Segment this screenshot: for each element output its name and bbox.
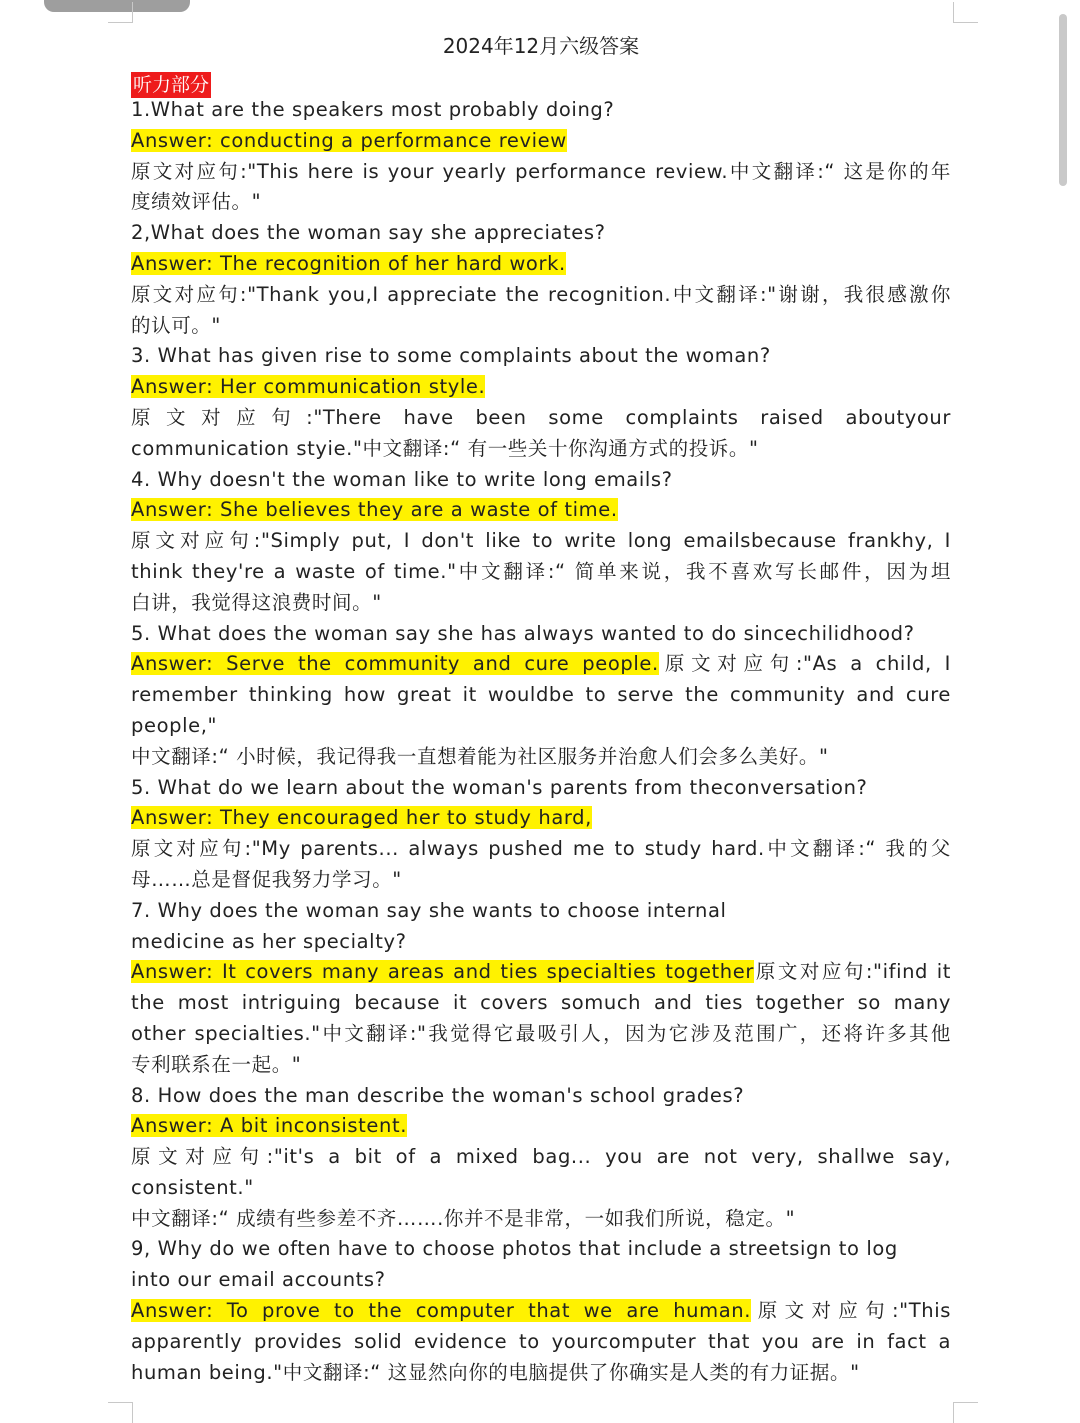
text-line: [131, 280, 951, 311]
line-text: 原文对应句:"it's a bit of a mixed bag... you are not very, shallwe say,: [131, 1145, 951, 1169]
section-label: 听力部分: [133, 74, 210, 96]
line-text: 3. What has given rise to some complaints about the woman?: [131, 344, 771, 368]
line-text: 原文对应句:"ifind it: [753, 960, 951, 984]
line-text: remember thinking how great it wouldbe to serve the community and cure: [131, 683, 951, 707]
line-text: think they're a waste of time."中文翻译:“ 简单来说，我不喜欢写长邮件，因为坦: [131, 559, 951, 583]
text-line: [131, 1204, 951, 1235]
line-text: consistent.": [131, 1175, 254, 1199]
text-line: [131, 1327, 951, 1358]
line-text: people,": [131, 713, 218, 737]
text-line: [131, 434, 951, 465]
line-text: into our email accounts?: [131, 1268, 386, 1292]
vertical-scrollbar[interactable]: [1059, 14, 1067, 186]
text-line: [131, 526, 951, 557]
text-line: [131, 680, 951, 711]
text-line: [131, 588, 951, 619]
text-line: [131, 1296, 951, 1327]
text-line: [131, 865, 951, 896]
highlighted-answer: Answer: It covers many areas and ties specialties together: [131, 960, 754, 984]
text-line: [131, 126, 951, 157]
text-line: [131, 187, 951, 218]
text-line: [131, 403, 951, 434]
line-text: 原文对应句:"My parents... always pushed me to study hard.中文翻译:“ 我的父: [131, 837, 951, 861]
text-line: [131, 1050, 951, 1081]
text-line: [131, 1142, 951, 1173]
text-line: [131, 988, 951, 1019]
document-title: 2024年12月六级答案: [442, 34, 640, 58]
page-corner-mark-bottom-right: [953, 1402, 978, 1423]
text-line: [131, 711, 951, 742]
line-text: human being."中文翻译:“ 这显然向你的电脑提供了你确实是人类的有力证据。": [131, 1360, 860, 1384]
line-text: 中文翻译:“ 成绩有些参差不齐…….你并不是非常，一如我们所说，稳定。": [131, 1206, 796, 1230]
page-corner-mark-bottom-left: [108, 1402, 133, 1423]
line-text: 专利联系在一起。": [131, 1052, 302, 1076]
line-text: medicine as her specialty?: [131, 929, 407, 953]
text-line: [131, 157, 951, 188]
line-text: apparently provides solid evidence to yourcomputer that you are in fact a: [131, 1329, 951, 1353]
line-text: 5. What do we learn about the woman's parents from theconversation?: [131, 775, 868, 799]
line-text: 4. Why doesn't the woman like to write long emails?: [131, 467, 673, 491]
answer-lines: [131, 95, 951, 1388]
text-line: [131, 341, 951, 372]
highlighted-answer: Answer: Serve the community and cure people.: [131, 652, 659, 676]
text-line: [131, 1234, 951, 1265]
text-line: [131, 311, 951, 342]
line-text: 5. What does the woman say she has always wanted to do sincechilidhood?: [131, 621, 915, 645]
line-text: communication styie."中文翻译:“ 有一些关十你沟通方式的投诉。": [131, 436, 759, 460]
line-text: 9, Why do we often have to choose photos that include a streetsign to log: [131, 1237, 898, 1261]
line-text: 原文对应句:"There have been some complaints raised aboutyour: [131, 405, 951, 429]
line-text: 中文翻译:“ 小时候，我记得我一直想着能为社区服务并治愈人们会多么美好。": [131, 744, 829, 768]
highlighted-answer: Answer: She believes they are a waste of time.: [131, 498, 618, 522]
line-text: 度绩效评估。": [131, 190, 262, 214]
line-text: 原文对应句:"Thank you,I appreciate the recognition.中文翻译:"谢谢，我很感激你: [131, 282, 951, 306]
text-line: [131, 1019, 951, 1050]
text-line: [131, 1358, 951, 1389]
highlighted-answer: Answer: To prove to the computer that we are human.: [131, 1299, 752, 1323]
line-text: other specialties."中文翻译:"我觉得它最吸引人，因为它涉及范围广，还将许多其他: [131, 1021, 951, 1045]
highlighted-answer: Answer: Her communication style.: [131, 375, 486, 399]
text-line: [131, 465, 951, 496]
line-text: 原文对应句:"Simply put, I don't like to write long emailsbecause frankhy, I: [131, 529, 951, 553]
text-line: [131, 1081, 951, 1112]
line-text: 1.What are the speakers most probably doing?: [131, 98, 615, 121]
text-line: [131, 372, 951, 403]
text-line: [131, 834, 951, 865]
text-line: [131, 742, 951, 773]
line-text: 原文对应句:"This here is your yearly performance review.中文翻译:“ 这是你的年: [131, 159, 951, 183]
highlighted-answer: Answer: A bit inconsistent.: [131, 1114, 407, 1138]
line-text: 的认可。": [131, 313, 221, 337]
line-text: 8. How does the man describe the woman's school grades?: [131, 1083, 745, 1107]
highlighted-answer: Answer: The recognition of her hard work.: [131, 251, 566, 275]
text-line: [131, 649, 951, 680]
highlighted-answer: Answer: conducting a performance review: [131, 128, 567, 152]
text-line: [131, 495, 951, 526]
text-line: [131, 896, 951, 927]
page-corner-mark-top-right: [953, 2, 978, 23]
line-text: 原文对应句:"This: [751, 1299, 951, 1323]
highlighted-answer: Answer: They encouraged her to study hard,: [131, 806, 592, 830]
line-text: the most intriguing because it covers somuch and ties together so many: [131, 991, 951, 1015]
line-text: 2,What does the woman say she appreciates?: [131, 221, 606, 245]
text-line: [131, 927, 951, 958]
page-corner-mark-top-left: [108, 2, 133, 23]
document-body: [131, 72, 951, 1388]
line-text: 原文对应句:"As a child, I: [658, 652, 951, 676]
line-text: 母……总是督促我努力学习。": [131, 867, 402, 891]
line-text: 白讲，我觉得这浪费时间。": [131, 590, 382, 614]
text-line: [131, 1173, 951, 1204]
text-line: [131, 218, 951, 249]
text-line: [131, 1111, 951, 1142]
text-line: [131, 957, 951, 988]
text-line: [131, 803, 951, 834]
text-line: [131, 95, 951, 126]
text-line: [131, 557, 951, 588]
line-text: 7. Why does the woman say she wants to choose internal: [131, 898, 727, 922]
text-line: [131, 773, 951, 804]
text-line: [131, 619, 951, 650]
text-line: [131, 1265, 951, 1296]
text-line: [131, 249, 951, 280]
